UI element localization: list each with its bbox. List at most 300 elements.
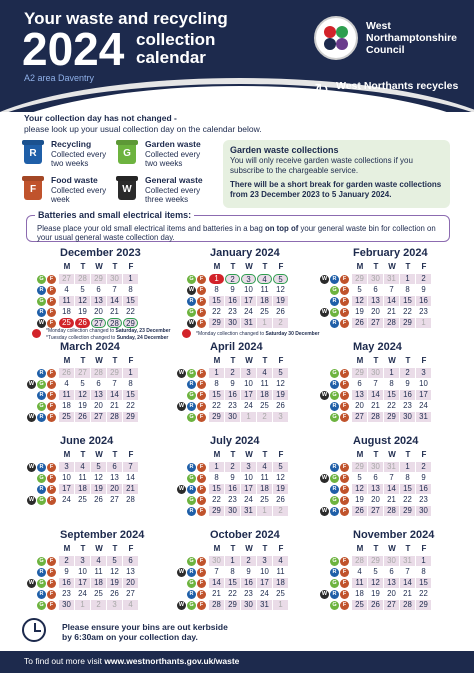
collection-pill-r: R (330, 463, 339, 472)
collection-pill-g: G (37, 601, 46, 610)
day-cell: 14 (384, 484, 399, 494)
collection-pill-g: G (330, 391, 339, 400)
day-cell: 19 (273, 484, 288, 494)
weekday-header: T (112, 356, 118, 365)
collection-pill-f: F (197, 413, 206, 422)
collection-pill-w: W (28, 414, 35, 420)
weekday-header: W (95, 450, 103, 459)
day-cell: 26 (110, 589, 119, 598)
day-cell: 20 (355, 401, 364, 410)
day-cell: 13 (91, 390, 106, 400)
day-cell: 20 (371, 307, 380, 316)
day-cell: 29 (416, 600, 431, 610)
month-name: July 2024 (210, 435, 260, 447)
collection-pill-r: R (187, 380, 196, 389)
day-cell: 23 (244, 589, 253, 598)
day-cell: 13 (352, 390, 367, 400)
day-cell: 22 (212, 495, 221, 504)
day-cell: 1 (225, 556, 240, 566)
day-cell: 1 (75, 600, 90, 610)
day-cell: 18 (62, 307, 71, 316)
bin-name: Garden waste (145, 139, 201, 149)
collection-pill-g: G (187, 308, 196, 317)
title-line1: Your waste and recycling (24, 9, 228, 28)
collection-pill-g: G (187, 579, 196, 588)
day-cell: 17 (241, 296, 256, 306)
collection-pill-f: F (340, 463, 349, 472)
collection-pill-w: W (178, 602, 185, 608)
month-4 (178, 341, 315, 435)
collection-pill-r: R (37, 308, 46, 317)
weekday-header: T (112, 450, 118, 459)
weekday-header: T (405, 262, 411, 271)
day-cell: 24 (244, 307, 253, 316)
month-name: April 2024 (210, 341, 263, 353)
day-cell: 3 (257, 556, 272, 566)
collection-pill-f: F (47, 286, 56, 295)
day-cell: 17 (75, 578, 90, 588)
day-cell: 16 (241, 578, 256, 588)
day-cell: 5 (107, 556, 122, 566)
day-cell: 10 (244, 473, 253, 482)
day-cell: 16 (59, 578, 74, 588)
day-cell: 3 (107, 600, 122, 610)
day-cell: 29 (123, 412, 138, 422)
day-cell: 18 (62, 401, 71, 410)
day-cell: 21 (212, 589, 221, 598)
weekday-header: M (213, 262, 221, 271)
collection-pill-w: W (188, 287, 195, 293)
day-cell: 30 (416, 506, 431, 516)
collection-pill-f: F (197, 308, 206, 317)
garden-box-title: Garden waste collections (230, 145, 339, 155)
day-cell: 9 (230, 379, 235, 388)
bin-desc: Collected every three weeks (145, 185, 201, 204)
day-cell: 11 (78, 473, 87, 482)
month-name: January 2024 (210, 247, 280, 259)
collection-pill-f: F (197, 402, 206, 411)
note-text: *Monday collection changed to (46, 328, 116, 334)
day-cell: 22 (419, 589, 428, 598)
day-cell: 13 (91, 296, 106, 306)
day-cell: 17 (59, 484, 74, 494)
day-cell: 1 (416, 318, 431, 328)
bin-icon-1 (118, 142, 136, 164)
month-3 (28, 341, 165, 435)
weekday-header: T (112, 262, 118, 271)
day-cell: 12 (94, 473, 103, 482)
day-cell: 8 (389, 379, 394, 388)
weekday-header: M (356, 544, 364, 553)
month-11 (321, 529, 458, 623)
day-cell: 11 (276, 567, 285, 576)
day-cell: 12 (368, 578, 383, 588)
day-cell: 14 (384, 296, 399, 306)
day-cell: 4 (75, 462, 90, 472)
day-cell: 26 (352, 318, 367, 328)
day-cell: 27 (126, 589, 135, 598)
day-cell: 25 (59, 412, 74, 422)
day-cell: 5 (273, 462, 288, 472)
collection-pill-g: G (330, 601, 339, 610)
day-cell: 23 (228, 307, 237, 316)
collection-pill-f: F (197, 507, 206, 516)
intro-line2: please look up your usual collection day on the calendar below. (24, 123, 262, 134)
weekday-header: T (405, 544, 411, 553)
day-cell: 31 (257, 600, 272, 610)
day-cell: 21 (123, 484, 138, 494)
recycle-icon: ↻ (314, 80, 330, 100)
day-cell: 1 (209, 274, 224, 284)
day-cell: 1 (257, 506, 272, 516)
day-cell: 21 (110, 307, 119, 316)
day-cell: 22 (403, 495, 412, 504)
day-cell: 21 (110, 401, 119, 410)
council-logo-icon (314, 16, 358, 60)
weekday-header: W (245, 450, 253, 459)
bin-icon-2 (24, 178, 42, 200)
collection-pill-r: R (187, 507, 196, 516)
collection-pill-f: F (197, 275, 206, 284)
collection-pill-w: W (321, 309, 328, 315)
header-banner (0, 0, 474, 112)
day-cell: 3 (241, 368, 256, 378)
day-cell: 17 (416, 390, 431, 400)
collection-pill-f: F (197, 369, 206, 378)
collection-pill-g: G (330, 496, 339, 505)
collection-pill-f: F (340, 485, 349, 494)
weekday-header: T (373, 544, 379, 553)
day-cell: 4 (257, 462, 272, 472)
weekday-header: W (245, 356, 253, 365)
day-cell: 27 (368, 506, 383, 516)
day-cell: 29 (209, 412, 224, 422)
collection-pill-g: G (37, 557, 46, 566)
collection-pill-r: R (37, 369, 46, 378)
day-cell: 15 (400, 296, 415, 306)
note-date: Sunday, 24 December (116, 335, 169, 341)
collection-pill-w: W (28, 497, 35, 503)
day-cell: 25 (276, 589, 285, 598)
day-cell: 28 (91, 368, 106, 378)
day-cell: 21 (387, 307, 396, 316)
day-cell: 20 (94, 307, 103, 316)
day-cell: 6 (373, 285, 378, 294)
day-cell: 23 (228, 495, 237, 504)
collection-pill-w: W (321, 591, 328, 597)
weekday-header: F (421, 356, 427, 365)
bin-desc: Collected every two weeks (51, 149, 107, 168)
day-cell: 30 (400, 412, 415, 422)
day-cell: 19 (107, 578, 122, 588)
day-cell: 16 (225, 484, 240, 494)
collection-pill-f: F (340, 319, 349, 328)
reminder-line2: by 6:30am on your collection day. (62, 632, 198, 643)
day-cell: 18 (91, 578, 106, 588)
day-cell: 5 (373, 567, 378, 576)
day-cell: 4 (257, 368, 272, 378)
weekday-header: F (421, 450, 427, 459)
day-cell: 13 (110, 473, 119, 482)
day-cell: 25 (59, 318, 74, 328)
collection-pill-f: F (47, 590, 56, 599)
collection-pill-f: F (340, 286, 349, 295)
collection-pill-f: F (197, 391, 206, 400)
day-cell: 1 (400, 274, 415, 284)
day-cell: 12 (276, 379, 285, 388)
collection-pill-f: F (340, 474, 349, 483)
day-cell: 2 (241, 556, 256, 566)
collection-pill-g: G (187, 601, 196, 610)
day-cell: 20 (123, 578, 138, 588)
collection-pill-f: F (340, 308, 349, 317)
day-cell: 27 (352, 412, 367, 422)
day-cell: 12 (352, 484, 367, 494)
day-cell: 12 (276, 285, 285, 294)
weekday-header: T (230, 450, 236, 459)
day-cell: 25 (94, 589, 103, 598)
day-cell: 17 (241, 484, 256, 494)
day-cell: 6 (96, 379, 101, 388)
day-cell: 18 (273, 578, 288, 588)
collection-pill-g: G (330, 286, 339, 295)
day-cell: 10 (244, 379, 253, 388)
day-cell: 28 (209, 600, 224, 610)
weekday-header: M (213, 356, 221, 365)
collection-pill-f: F (47, 496, 56, 505)
day-cell: 15 (384, 390, 399, 400)
collection-pill-r: R (37, 590, 46, 599)
collection-pill-g: G (187, 369, 196, 378)
collection-pill-r: R (187, 485, 196, 494)
collection-pill-f: F (340, 369, 349, 378)
day-cell: 15 (209, 484, 224, 494)
day-cell: 15 (209, 390, 224, 400)
weekday-header: T (373, 450, 379, 459)
day-cell: 3 (59, 462, 74, 472)
day-cell: 13 (384, 578, 399, 588)
day-cell: 19 (273, 296, 288, 306)
day-cell: 25 (260, 495, 269, 504)
day-cell: 22 (387, 401, 396, 410)
day-cell: 30 (368, 462, 383, 472)
day-cell: 30 (368, 368, 383, 378)
day-cell: 26 (75, 318, 90, 328)
collection-pill-g: G (330, 474, 339, 483)
month-2 (321, 247, 458, 341)
day-cell: 19 (355, 307, 364, 316)
weekday-header: W (95, 544, 103, 553)
day-cell: 31 (416, 412, 431, 422)
day-cell: 30 (225, 318, 240, 328)
day-cell: 22 (228, 589, 237, 598)
collection-pill-f: F (47, 413, 56, 422)
weekday-header: F (128, 450, 134, 459)
day-cell: 9 (421, 473, 426, 482)
collection-pill-f: F (47, 391, 56, 400)
month-5 (321, 341, 458, 435)
day-cell: 30 (107, 274, 122, 284)
collection-pill-f: F (197, 601, 206, 610)
day-cell: 9 (246, 567, 251, 576)
weekday-header: W (388, 356, 396, 365)
collection-pill-r: R (330, 380, 339, 389)
collection-pill-w: W (321, 508, 328, 514)
collection-pill-f: F (197, 557, 206, 566)
day-cell: 24 (62, 495, 71, 504)
day-cell: 12 (75, 390, 90, 400)
day-cell: 26 (94, 495, 103, 504)
weekday-header: F (278, 450, 284, 459)
area-label: A2 area Daventry (24, 73, 95, 83)
day-cell: 13 (368, 296, 383, 306)
day-cell: 30 (59, 600, 74, 610)
collection-pill-r: R (187, 568, 196, 577)
day-cell: 1 (416, 556, 431, 566)
collection-pill-w: W (28, 381, 35, 387)
day-cell: 7 (123, 462, 138, 472)
day-cell: 13 (368, 484, 383, 494)
day-cell: 4 (64, 379, 69, 388)
collection-pill-f: F (340, 557, 349, 566)
holiday-dot-icon (32, 329, 41, 338)
day-cell: 11 (59, 296, 74, 306)
bin-icon-3 (118, 178, 136, 200)
council-logo-area (304, 0, 474, 112)
day-cell: 15 (123, 296, 138, 306)
day-cell: 11 (260, 379, 269, 388)
day-cell: 26 (352, 506, 367, 516)
bin-label (145, 176, 207, 204)
day-cell: 1 (257, 318, 272, 328)
collection-pill-f: F (340, 275, 349, 284)
month-name: May 2024 (353, 341, 402, 353)
collection-pill-w: W (188, 320, 195, 326)
day-cell: 12 (276, 473, 285, 482)
collection-pill-g: G (330, 579, 339, 588)
day-cell: 5 (273, 274, 288, 284)
day-cell: 1 (384, 368, 399, 378)
website-link[interactable]: www.westnorthants.gov.uk/waste (104, 656, 240, 666)
collection-pill-r: R (37, 568, 46, 577)
collection-pill-f: F (47, 463, 56, 472)
day-cell: 15 (225, 578, 240, 588)
day-cell: 29 (400, 318, 415, 328)
kerbside-reminder (62, 622, 228, 642)
day-cell: 1 (209, 368, 224, 378)
weekday-header: M (213, 544, 221, 553)
day-cell: 5 (273, 368, 288, 378)
day-cell: 2 (225, 462, 240, 472)
day-cell: 14 (400, 578, 415, 588)
day-cell: 11 (260, 473, 269, 482)
collection-pill-w: W (38, 320, 45, 326)
collection-pill-g: G (37, 579, 46, 588)
day-cell: 31 (241, 318, 256, 328)
bin-name: General waste (145, 175, 203, 185)
clock-icon (22, 618, 46, 642)
day-cell: 18 (355, 589, 364, 598)
collection-pill-r: R (330, 275, 339, 284)
bin-lid (22, 140, 44, 145)
bin-letter: G (123, 148, 131, 159)
day-cell: 21 (403, 589, 412, 598)
collection-pill-f: F (47, 601, 56, 610)
month-6 (28, 435, 165, 529)
day-cell: 18 (75, 484, 90, 494)
day-cell: 25 (260, 307, 269, 316)
day-cell: 29 (352, 462, 367, 472)
day-cell: 6 (107, 462, 122, 472)
day-cell: 21 (387, 495, 396, 504)
note-text: *Tuesday collection changed to (46, 335, 117, 341)
day-cell: 12 (110, 567, 119, 576)
day-cell: 8 (128, 379, 133, 388)
collection-pill-f: F (340, 590, 349, 599)
day-cell: 30 (225, 412, 240, 422)
month-7 (178, 435, 315, 529)
day-cell: 7 (389, 473, 394, 482)
weekday-header: W (95, 262, 103, 271)
weekday-header: T (230, 544, 236, 553)
garden-box-break: There will be a short break for garden waste collections from 23 December 2023 to 5 January 2024. (230, 180, 442, 200)
collection-pill-w: W (28, 464, 35, 470)
day-cell: 1 (400, 462, 415, 472)
day-cell: 24 (244, 401, 253, 410)
day-cell: 31 (241, 506, 256, 516)
bin-desc: Collected every two weeks (145, 149, 201, 168)
collection-pill-g: G (330, 308, 339, 317)
day-cell: 21 (371, 401, 380, 410)
collection-pill-f: F (340, 568, 349, 577)
collection-pill-r: R (330, 319, 339, 328)
collection-pill-r: R (187, 402, 196, 411)
collection-pill-f: F (47, 474, 56, 483)
day-cell: 8 (421, 567, 426, 576)
collection-pill-r: R (37, 391, 46, 400)
day-cell: 7 (214, 567, 219, 576)
collection-pill-g: G (37, 402, 46, 411)
bin-letter: W (122, 184, 132, 195)
day-cell: 10 (78, 567, 87, 576)
day-cell: 11 (59, 390, 74, 400)
collection-pill-f: F (47, 485, 56, 494)
day-cell: 19 (78, 401, 87, 410)
collection-pill-r: R (330, 507, 339, 516)
holiday-dot-icon (182, 329, 191, 338)
day-cell: 28 (107, 318, 122, 328)
day-cell: 10 (260, 567, 269, 576)
day-cell: 9 (421, 285, 426, 294)
day-cell: 2 (59, 556, 74, 566)
day-cell: 23 (419, 307, 428, 316)
day-cell: 30 (368, 274, 383, 284)
day-cell: 29 (91, 274, 106, 284)
weekday-header: T (405, 356, 411, 365)
day-cell: 28 (400, 600, 415, 610)
day-cell: 18 (257, 484, 272, 494)
day-cell: 10 (244, 285, 253, 294)
day-cell: 7 (405, 567, 410, 576)
day-cell: 10 (62, 473, 71, 482)
day-cell: 29 (400, 506, 415, 516)
collection-pill-g: G (37, 474, 46, 483)
bin-lid (116, 176, 138, 181)
council-name: West Northamptonshire Council (366, 20, 458, 57)
weekday-header: M (63, 450, 71, 459)
collection-pill-f: F (47, 369, 56, 378)
day-cell: 26 (368, 600, 383, 610)
